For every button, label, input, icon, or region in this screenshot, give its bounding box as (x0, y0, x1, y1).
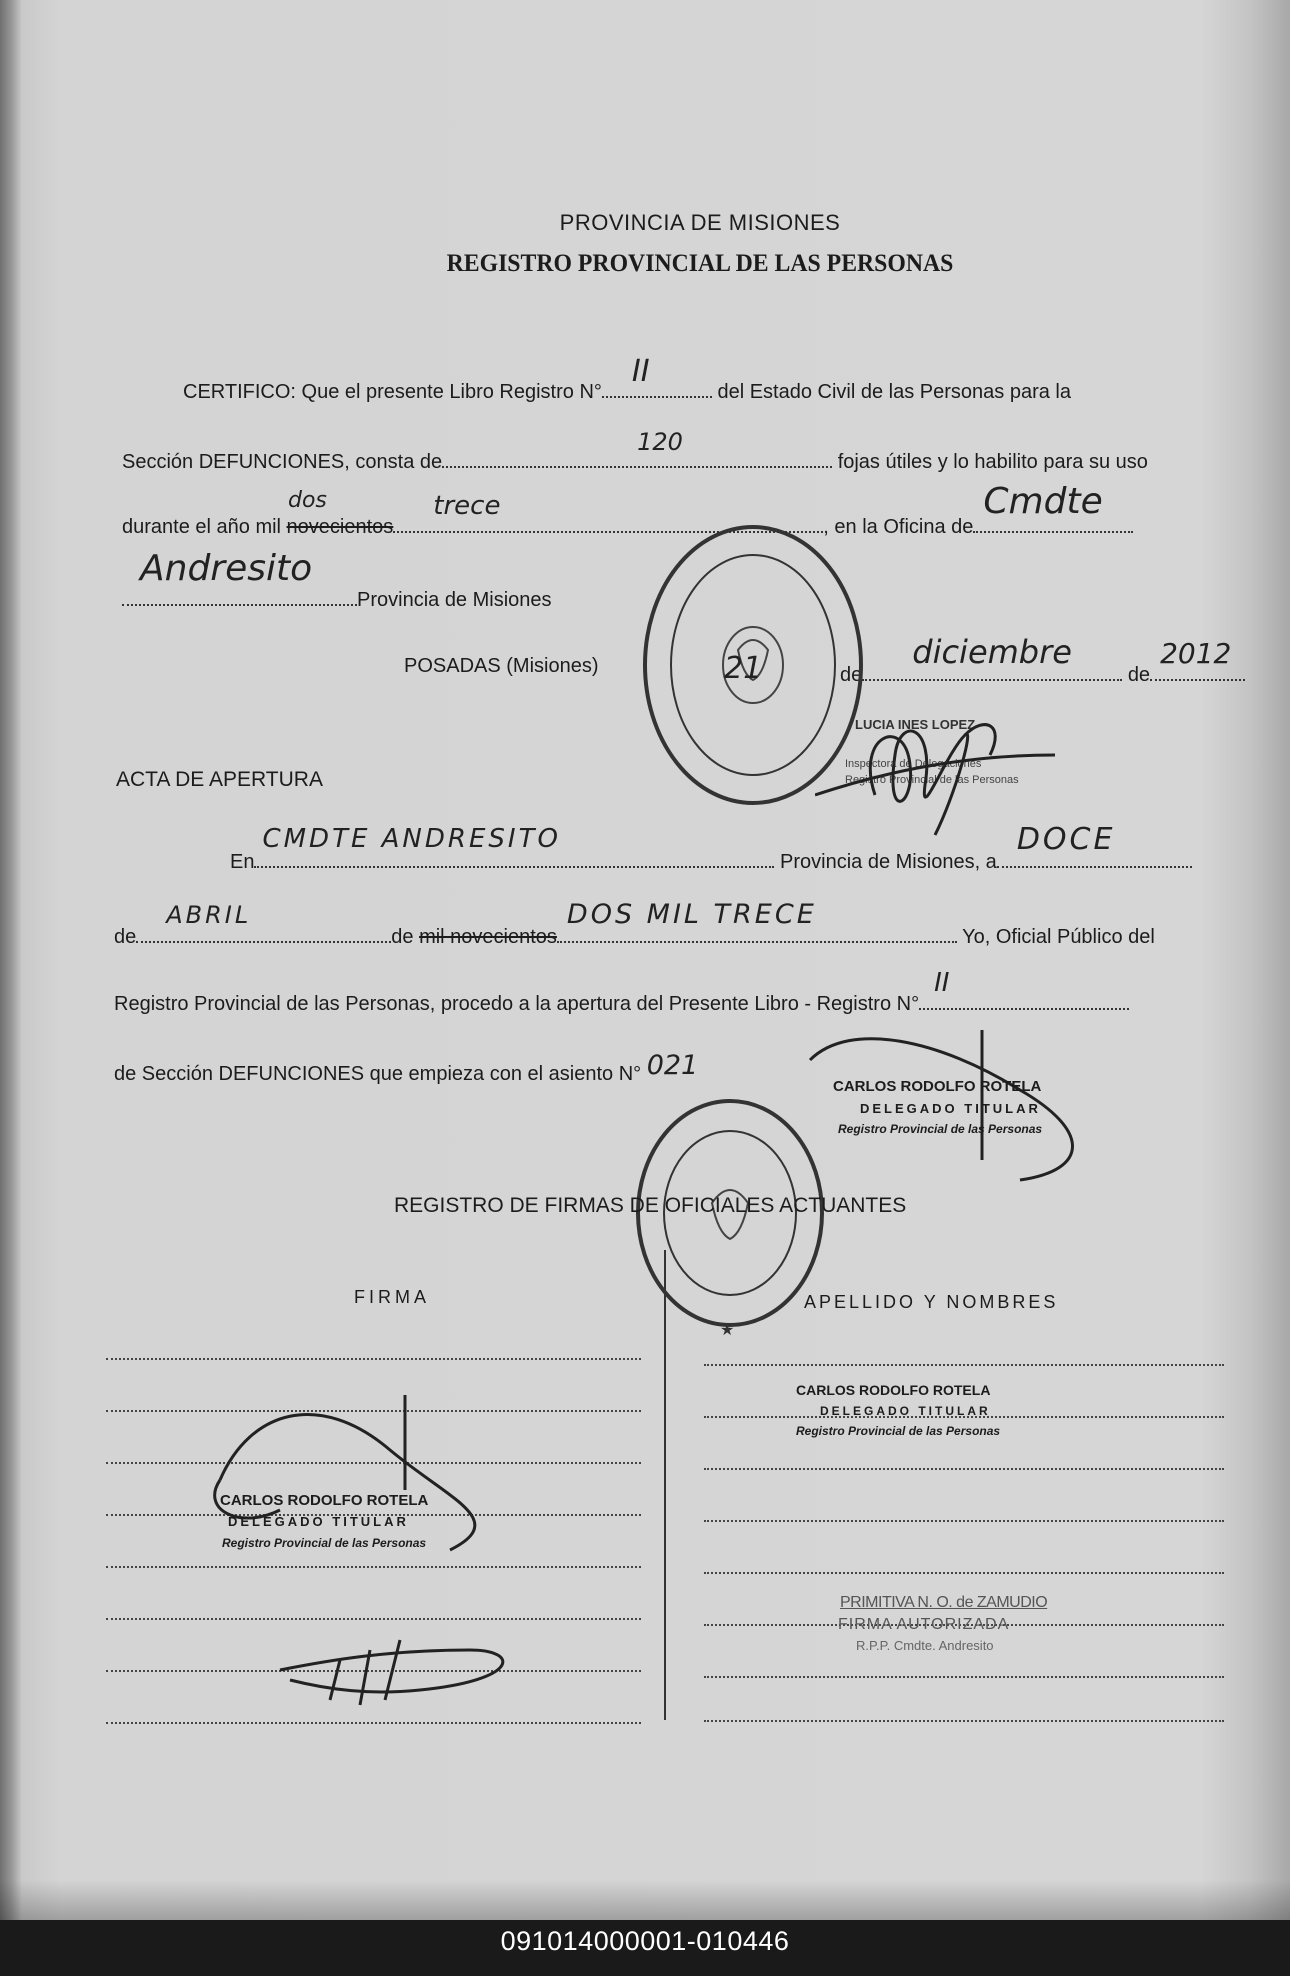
posadas-line (404, 655, 599, 678)
zamudio-stamp-name: PRIMITIVA N. O. de ZAMUDIO (840, 1594, 1048, 1611)
certifico-line-2 (122, 428, 1148, 474)
name-rule (704, 1676, 1224, 1678)
acta-line-1 (230, 822, 1192, 874)
certifico-text: Sección DEFUNCIONES, consta de (122, 451, 443, 473)
rotela-stamp-role-right: DELEGADO TITULAR (820, 1404, 991, 1418)
lopez-stamp-line1: Inspectora de Delegaciones (845, 758, 982, 770)
rotela-stamp-role-top: DELEGADO TITULAR (860, 1101, 1041, 1116)
name-rule (704, 1720, 1224, 1722)
year-word-handwritten: trece (433, 491, 501, 521)
rotela-signature-left (190, 1390, 510, 1560)
oficina-handwritten-1: Cmdte (983, 481, 1103, 522)
acta-line-3 (114, 968, 1129, 1016)
lopez-stamp-name: LUCIA INES LOPEZ (855, 717, 976, 732)
certifico-line-1 (183, 354, 1071, 404)
certifico-text: de (840, 664, 863, 686)
signature-rule (106, 1618, 641, 1620)
signature-rule (106, 1722, 641, 1724)
rotela-stamp-name-top: CARLOS RODOLFO ROTELA (833, 1078, 1042, 1095)
lugar-handwritten: CMDTE ANDRESITO (262, 824, 561, 854)
oficina-handwritten-2: Andresito (140, 548, 313, 589)
nombres-column-header: APELLIDO Y NOMBRES (804, 1292, 1059, 1312)
signature-rule (106, 1566, 641, 1568)
registry-heading: REGISTRO PROVINCIAL DE LAS PERSONAS (446, 250, 954, 277)
certifico-text: fojas útiles y lo habilito para su uso (837, 451, 1148, 473)
year-struck-text: novecientos (286, 516, 394, 538)
firmas-title: REGISTRO DE FIRMAS DE OFICIALES ACTUANTES (394, 1194, 907, 1217)
firma-column-header: FIRMA (354, 1287, 430, 1307)
acta-text: En (230, 851, 255, 873)
acta-line-4 (114, 1050, 699, 1087)
svg-text:★: ★ (720, 1322, 735, 1339)
zamudio-signature (270, 1630, 530, 1710)
certifico-text: , en la Oficina de (823, 516, 974, 538)
registro-n-handwritten: II (934, 968, 950, 998)
acta-text: de Sección DEFUNCIONES que empieza con el asiento N° (114, 1063, 642, 1085)
acta-text: Provincia de Misiones, a (780, 851, 997, 873)
rotela-stamp-name-left: CARLOS RODOLFO ROTELA (220, 1492, 429, 1509)
acta-title: ACTA DE APERTURA (116, 768, 323, 791)
certifico-text: durante el año mil (122, 516, 281, 538)
libro-number-handwritten: II (631, 354, 650, 389)
zamudio-stamp-office: R.P.P. Cmdte. Andresito (856, 1638, 994, 1653)
seal-date-day: 21 (724, 651, 763, 686)
rotela-stamp-role-left: DELEGADO TITULAR (228, 1514, 409, 1529)
acta-text: Yo, Oficial Público del (962, 926, 1155, 948)
acta-line-2 (114, 899, 1155, 949)
name-rule (704, 1364, 1224, 1366)
month-handwritten: diciembre (912, 633, 1072, 671)
rotela-stamp-org-top: Registro Provincial de las Personas (838, 1122, 1043, 1136)
certifico-text: CERTIFICO: Que el presente Libro Registro N° (183, 381, 602, 403)
document-id-footer: 091014000001-010446 (500, 1926, 790, 1956)
acta-text: de (391, 926, 414, 948)
certifico-text: de (1127, 664, 1151, 686)
zamudio-stamp-role: FIRMA AUTORIZADA (838, 1616, 1010, 1633)
lopez-stamp-line2: Registro Provincial de las Personas (845, 774, 1019, 786)
certifico-text: Provincia de Misiones (357, 589, 552, 611)
column-divider (664, 1250, 666, 1720)
asiento-handwritten: 021 (646, 1050, 699, 1081)
province-heading: PROVINCIA DE MISIONES (559, 210, 841, 235)
name-rule (704, 1572, 1224, 1574)
acta-text: de (114, 926, 137, 948)
dia-handwritten: DOCE (1016, 822, 1116, 857)
rotela-stamp-org-left: Registro Provincial de las Personas (222, 1536, 427, 1550)
rotela-stamp-org-right: Registro Provincial de las Personas (796, 1424, 1001, 1438)
name-rule (704, 1468, 1224, 1470)
mil-struck-text: mil novecientos (419, 926, 557, 948)
certifico-text: del Estado Civil de las Personas para la (717, 381, 1071, 403)
anio-handwritten: DOS MIL TRECE (566, 899, 817, 930)
fojas-handwritten: 120 (637, 428, 683, 456)
name-rule (704, 1520, 1224, 1522)
mes-handwritten: ABRIL (166, 901, 252, 929)
posadas-label: POSADAS (Misiones) (404, 655, 599, 677)
certifico-line-4 (122, 548, 552, 612)
year-correction-handwritten: dos (288, 488, 327, 513)
year-handwritten: 2012 (1160, 637, 1232, 670)
acta-text: Registro Provincial de las Personas, procedo a la apertura del Presente Libro - Registro N° (114, 993, 920, 1015)
date-line (840, 633, 1245, 687)
signature-rule (106, 1358, 641, 1360)
rotela-stamp-name-right: CARLOS RODOLFO ROTELA (796, 1382, 991, 1398)
andresito-oval-seal (630, 1095, 830, 1345)
